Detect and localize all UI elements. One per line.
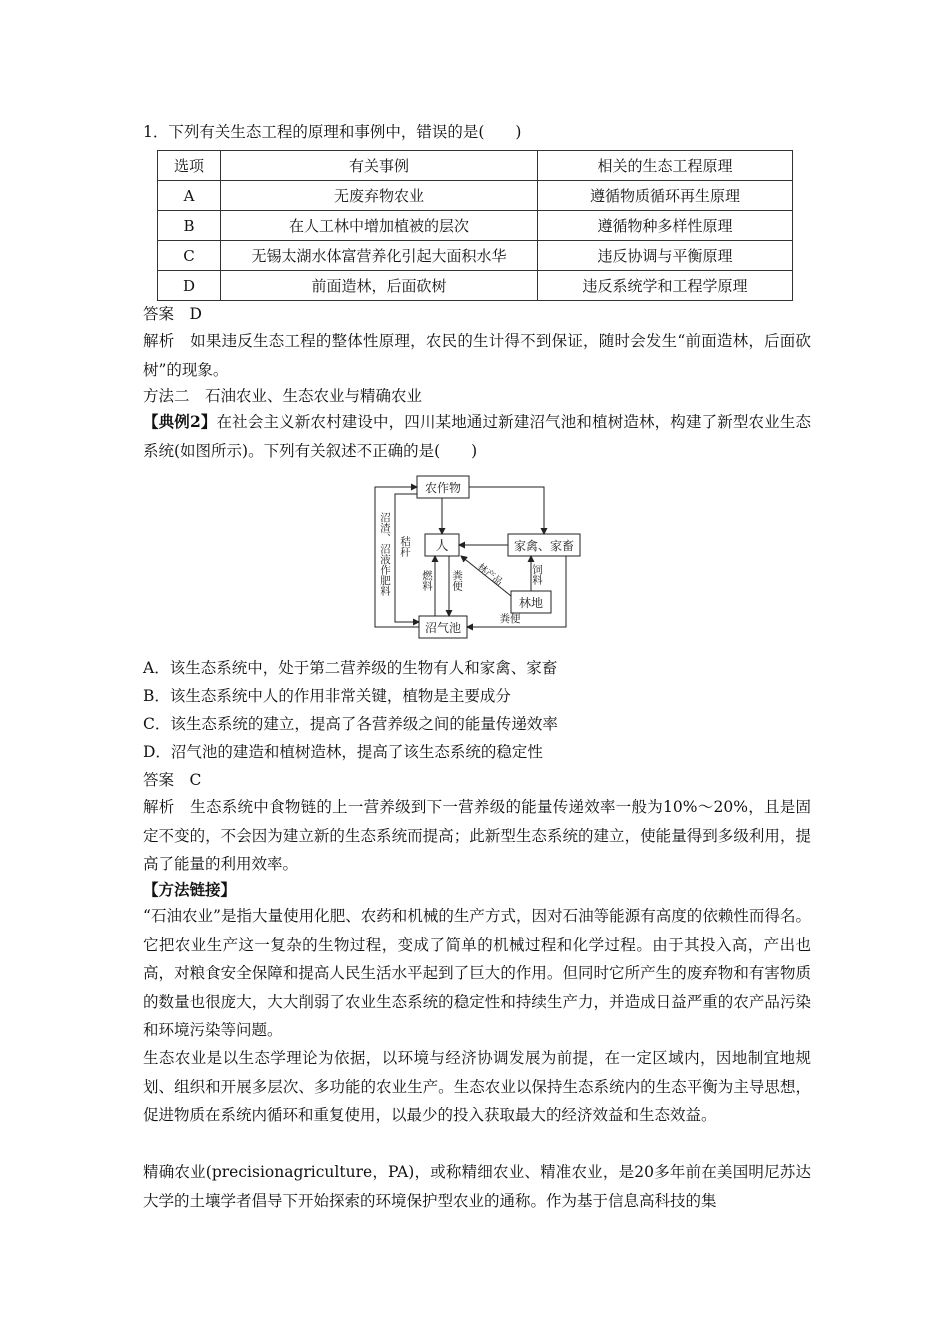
method-2-title: 方法二 石油农业、生态农业与精确农业	[143, 387, 423, 405]
table-cell: 违反协调与平衡原理	[538, 241, 793, 271]
question-1: 1．下列有关生态工程的原理和事例中，错误的是( )	[143, 123, 522, 141]
node-human-label: 人	[435, 539, 449, 554]
method-link-paragraph-1: “石油农业”是指大量使用化肥、农药和机械的生产方式，因对石油等能源有高度的依赖性而得名。它把农业生产这一复杂的生物过程，变成了简单的机械过程和化学过程。由于其投入高，产出也高，对粮食安全保障和提高人民生活水平起到了巨大的作用。但同时它所产生的废弃物和有害物质的数量也很庞大，大大削弱了农业生态系统的稳定性和持续生产力，并造成日益严重的农产品污染和环境污染等问题。	[143, 907, 811, 1040]
option-d: D．沼气池的建造和植树造林，提高了该生态系统的稳定性	[143, 743, 543, 761]
table-cell: A	[158, 181, 221, 211]
table-cell: 无废弃物农业	[221, 181, 538, 211]
method-link-paragraph-2: 生态农业是以生态学理论为依据，以环境与经济协调发展为前提，在一定区域内，因地制宜地规划、组织和开展多层次、多功能的农业生产。生态农业以保持生态系统内的生态平衡为主导思想，促进物质在系统内循环和重复使用，以最少的投入获取最大的经济效益和生态效益。	[143, 1049, 811, 1125]
arrow-crops-to-biogas	[395, 494, 419, 622]
table-row	[158, 271, 793, 301]
example-2-body: 在社会主义新农村建设中，四川某地通过新建沼气池和植树造林，构建了新型农业生态系统(如图所示)。下列有关叙述不正确的是( )	[143, 413, 811, 460]
node-forest-label: 林地	[518, 596, 544, 610]
table-cell: 遵循物质循环再生原理	[538, 181, 793, 211]
example-2-text	[143, 408, 811, 465]
edge-label-fuel: 燃料	[421, 570, 433, 591]
table-header-row	[158, 151, 793, 181]
example-2-label: 【典例2】	[143, 412, 217, 431]
table-row	[158, 241, 793, 271]
edge-label-straw: 秸秆	[399, 536, 411, 557]
edge-label-manure: 粪便	[451, 570, 463, 591]
option-b: B．该生态系统中人的作用非常关键，植物是主要成分	[143, 687, 511, 705]
edge-label-feed: 饲料	[531, 564, 543, 585]
table-cell: 遵循物种多样性原理	[538, 211, 793, 241]
table-header-cell: 有关事例	[221, 151, 538, 181]
table-cell: B	[158, 211, 221, 241]
method-link-paragraph-3: 精确农业(precisionagriculture，PA)，或称精细农业、精准农业，是20多年前在美国明尼苏达大学的土壤学者倡导下开始探索的环境保护型农业的通称。作为基于信息高科技的集	[143, 1163, 811, 1210]
principles-table	[157, 150, 793, 301]
edge-label-residue: 沼渣、沼液作肥料	[379, 512, 391, 596]
edge-label-forest-products: 林产品	[475, 561, 505, 588]
table-row	[158, 211, 793, 241]
analysis-1: 解析 如果违反生态工程的整体性原理，农民的生计得不到保证，随时会发生“前面造林，后面砍树”的现象。	[143, 332, 811, 379]
table-cell: 违反系统学和工程学原理	[538, 271, 793, 301]
table-cell: D	[158, 271, 221, 301]
answer-2: 答案 C	[143, 771, 202, 789]
method-link-title: 【方法链接】	[143, 880, 237, 899]
table-header-cell: 选项	[158, 151, 221, 181]
node-crops-label: 农作物	[424, 481, 462, 495]
option-c: C．该生态系统的建立，提高了各营养级之间的能量传递效率	[143, 715, 558, 733]
analysis-2: 解析 生态系统中食物链的上一营养级到下一营养级的能量传递效率一般为10%～20%，且是固定不变的，不会因为建立新的生态系统而提高；此新型生态系统的建立，使能量得到多级利用，提高了能量的利用效率。	[143, 798, 811, 874]
table-header-cell: 相关的生态工程原理	[538, 151, 793, 181]
option-a: A．该生态系统中，处于第二营养级的生物有人和家禽、家畜	[143, 659, 558, 677]
table-cell: 在人工林中增加植被的层次	[221, 211, 538, 241]
node-biogas-label: 沼气池	[424, 621, 462, 635]
table-cell: C	[158, 241, 221, 271]
arrow-crops-to-poultry	[469, 487, 544, 534]
answer-1: 答案 D	[143, 305, 202, 323]
table-cell: 前面造林，后面砍树	[221, 271, 538, 301]
table-row	[158, 181, 793, 211]
node-poultry-label: 家禽、家畜	[513, 539, 575, 553]
ecosystem-diagram	[371, 472, 587, 644]
edge-label-manure-2: 粪便	[499, 613, 521, 625]
table-cell: 无锡太湖水体富营养化引起大面积水华	[221, 241, 538, 271]
